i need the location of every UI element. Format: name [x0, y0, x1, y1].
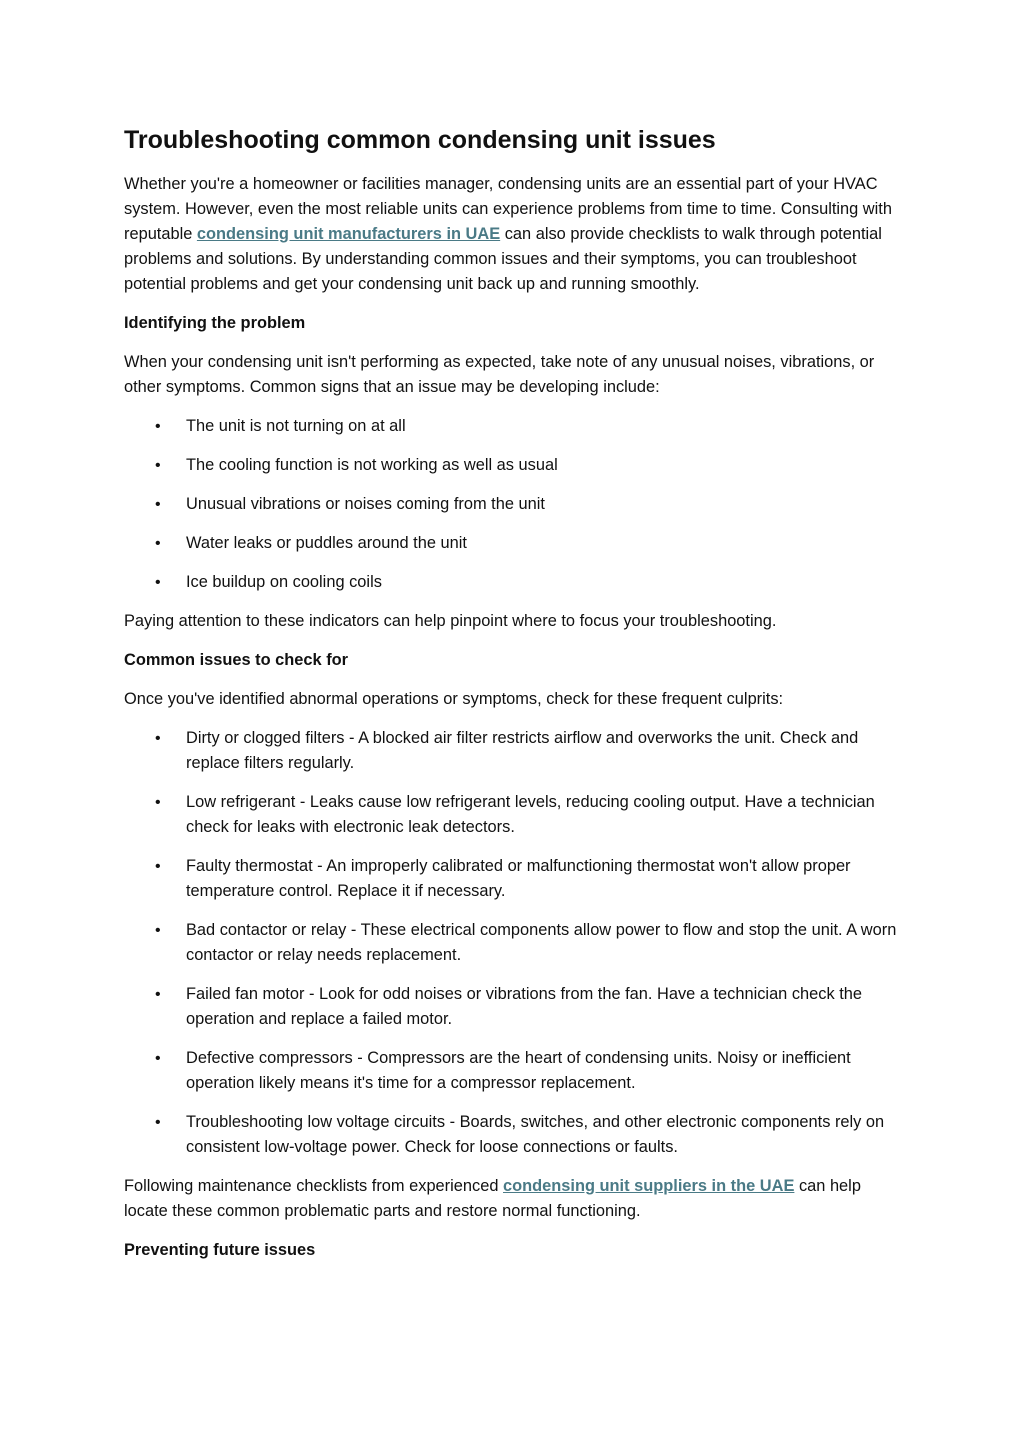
list-item: • Bad contactor or relay - These electrical components allow power to flow and stop the unit. A worn contactor or relay needs replacement. — [124, 918, 900, 968]
bullet: • — [155, 922, 161, 939]
intro-text-before: Whether you're a homeowner or facilities manager, condensing units are an essential part of your HVAC system. However, even the most reliable units can experience problems from time to time. Consulting with reputable — [124, 175, 892, 243]
section-heading-preventing: Preventing future issues — [124, 1241, 316, 1259]
section-closing-common-issues — [124, 1174, 900, 1224]
list-item: • Faulty thermostat - An improperly calibrated or malfunctioning thermostat won't allow proper temperature control. Replace it if necessary. — [124, 854, 900, 904]
list-item: • Unusual vibrations or noises coming from the unit — [124, 492, 900, 517]
document-page — [124, 122, 900, 1277]
bullet: • — [155, 496, 161, 513]
section-heading-common-issues: Common issues to check for — [124, 651, 349, 669]
issues-list — [124, 726, 900, 1160]
list-item: • Troubleshooting low voltage circuits - Boards, switches, and other electronic components rely on consistent low-voltage power. Check for loose connections or faults. — [124, 1110, 900, 1160]
intro-paragraph — [124, 172, 900, 297]
bullet: • — [155, 418, 161, 435]
list-item: • The cooling function is not working as well as usual — [124, 453, 900, 478]
list-item: • Low refrigerant - Leaks cause low refrigerant levels, reducing cooling output. Have a technician check for leaks with electronic leak detectors. — [124, 790, 900, 840]
section-closing-identifying: Paying attention to these indicators can help pinpoint where to focus your troubleshooting. — [124, 612, 777, 630]
section-paragraph-identifying: When your condensing unit isn't performing as expected, take note of any unusual noises, vibrations, or other symptoms. Common signs that an issue may be developing include: — [124, 353, 875, 396]
suppliers-link[interactable]: condensing unit suppliers in the UAE — [503, 1177, 795, 1195]
bullet: • — [155, 730, 161, 747]
symptoms-list — [124, 414, 900, 595]
bullet: • — [155, 858, 161, 875]
bullet: • — [155, 1050, 161, 1067]
bullet: • — [155, 535, 161, 552]
bullet: • — [155, 1114, 161, 1131]
list-item: • The unit is not turning on at all — [124, 414, 900, 439]
bullet: • — [155, 457, 161, 474]
bullet: • — [155, 574, 161, 591]
list-item: • Ice buildup on cooling coils — [124, 570, 900, 595]
list-item: • Defective compressors - Compressors are the heart of condensing units. Noisy or inefficient operation likely means it's time for a compressor replacement. — [124, 1046, 900, 1096]
section-paragraph-common-issues: Once you've identified abnormal operations or symptoms, check for these frequent culprits: — [124, 690, 784, 708]
list-item: • Failed fan motor - Look for odd noises or vibrations from the fan. Have a technician check the operation and replace a failed motor. — [124, 982, 900, 1032]
list-item: • Dirty or clogged filters - A blocked air filter restricts airflow and overworks the unit. Check and replace filters regularly. — [124, 726, 900, 776]
manufacturers-link[interactable]: condensing unit manufacturers in UAE — [196, 225, 501, 243]
bullet: • — [155, 794, 161, 811]
closing-text-after: can help locate these common problematic parts and restore normal functioning. — [124, 1177, 861, 1220]
list-item: • Water leaks or puddles around the unit — [124, 531, 900, 556]
intro-text-after: can also provide checklists to walk through potential problems and solutions. By understanding common issues and their symptoms, you can troubleshoot potential problems and get your condensing unit back up and running smoothly. — [124, 225, 882, 293]
closing-text-before: Following maintenance checklists from experienced — [124, 1177, 503, 1195]
page-title: Troubleshooting common condensing unit issues — [124, 126, 716, 154]
bullet: • — [155, 986, 161, 1003]
section-heading-identifying: Identifying the problem — [124, 314, 306, 332]
